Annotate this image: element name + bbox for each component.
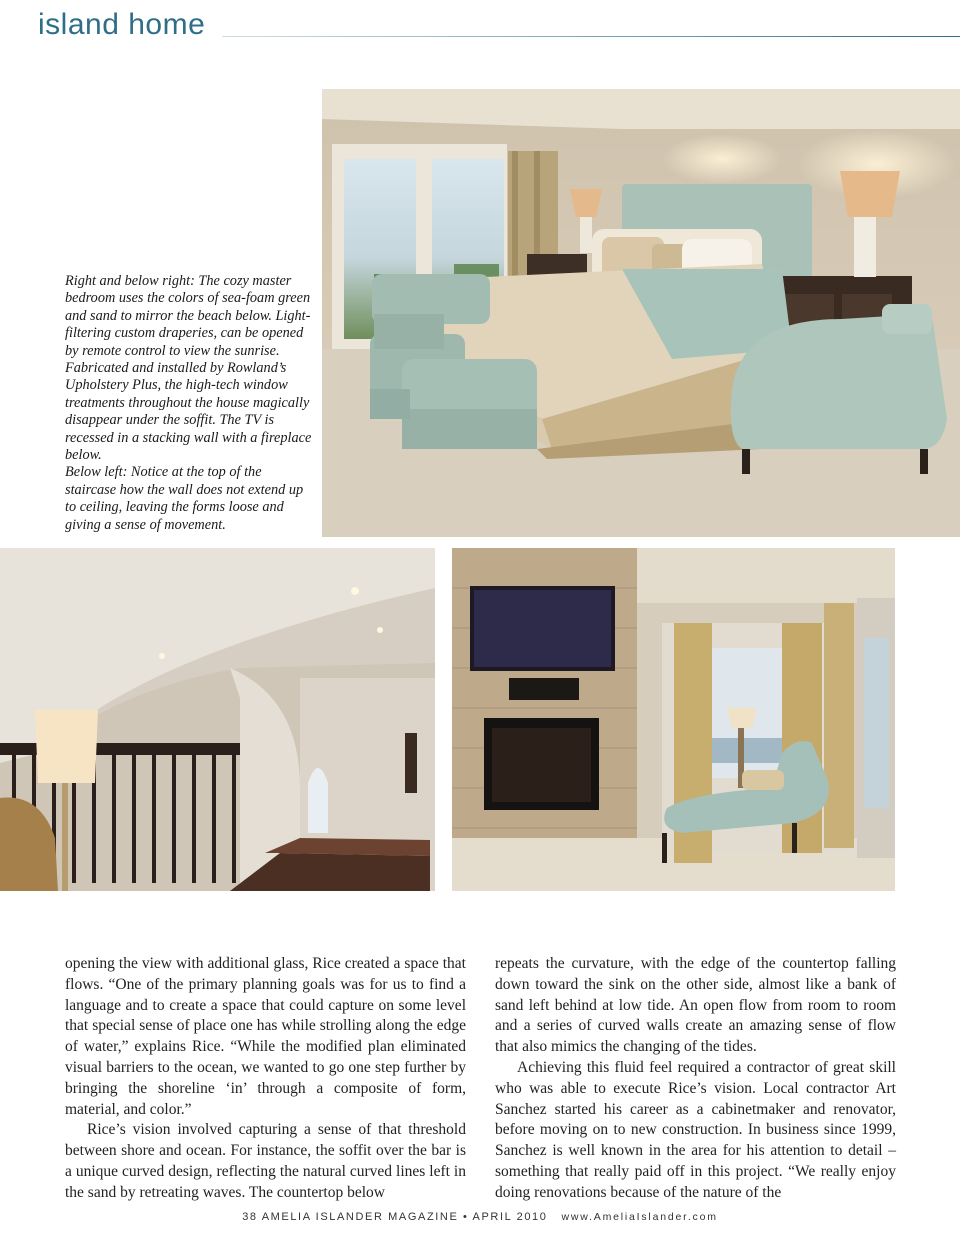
footer-url: www.AmeliaIslander.com (561, 1211, 718, 1223)
article-paragraph: repeats the curvature, with the edge of the countertop falling down toward the sink on the other side, almost like a bank of sand left behind at low tide. An open flow from room to room and a series of curved walls create an amazing sense of flow that also mimics the changing of the tides. (495, 955, 896, 1056)
page-footer (0, 1211, 960, 1223)
suite-fireplace-photo (452, 548, 895, 891)
header-rule (222, 36, 960, 37)
article-paragraph: opening the view with additional glass, Rice created a space that flows. “One of the primary planning goals was for us to find a language and to create a space that could capture on some level that special sense of place one has while strolling along the edge of water,” explains Rice. “While the modified plan eliminated visual barriers to the ocean, we wanted to go one step further by bringing the shoreline ‘in’ through a composite of form, material, and color.” (65, 955, 466, 1118)
master-bedroom-photo (322, 89, 960, 537)
caption-right: Right and below right: The cozy master bedroom uses the colors of sea-foam green and sand to mirror the beach below. Light-filtering custom draperies, can be opened by remote control to view the sunrise. Fabricated and installed by Rowland’s Upholstery Plus, the high-tech window treatments throughout the house magically disappear under the soffit. The TV is recessed in a stacking wall with a fireplace below. (65, 273, 312, 464)
article-column-left (65, 954, 466, 1204)
article-paragraph: Rice’s vision involved capturing a sense of that threshold between shore and ocean. For instance, the soffit over the bar is a unique curved design, reflecting the natural curved lines left in the sand by retreating waves. The countertop below (65, 1121, 466, 1201)
footer-folio: 38 AMELIA ISLANDER MAGAZINE • APRIL 2010 (242, 1211, 548, 1223)
article-column-right (495, 954, 896, 1204)
article-paragraph: Achieving this fluid feel required a contractor of great skill who was able to execute Rice’s vision. Local contractor Art Sanchez started his career as a cabinetmaker and renovator, before moving on to new construction. In business since 1999, Sanchez is well known in the area for his attention to detail – something that really paid off in this project. “We really enjoy doing renovations because of the nature of the (495, 1058, 896, 1201)
photo-caption (65, 273, 315, 534)
staircase-photo (0, 548, 435, 891)
section-title: island home (38, 8, 206, 41)
caption-below-left: Below left: Notice at the top of the staircase how the wall does not extend up to ceiling, leaving the forms loose and giving a sense of movement. (65, 464, 304, 533)
